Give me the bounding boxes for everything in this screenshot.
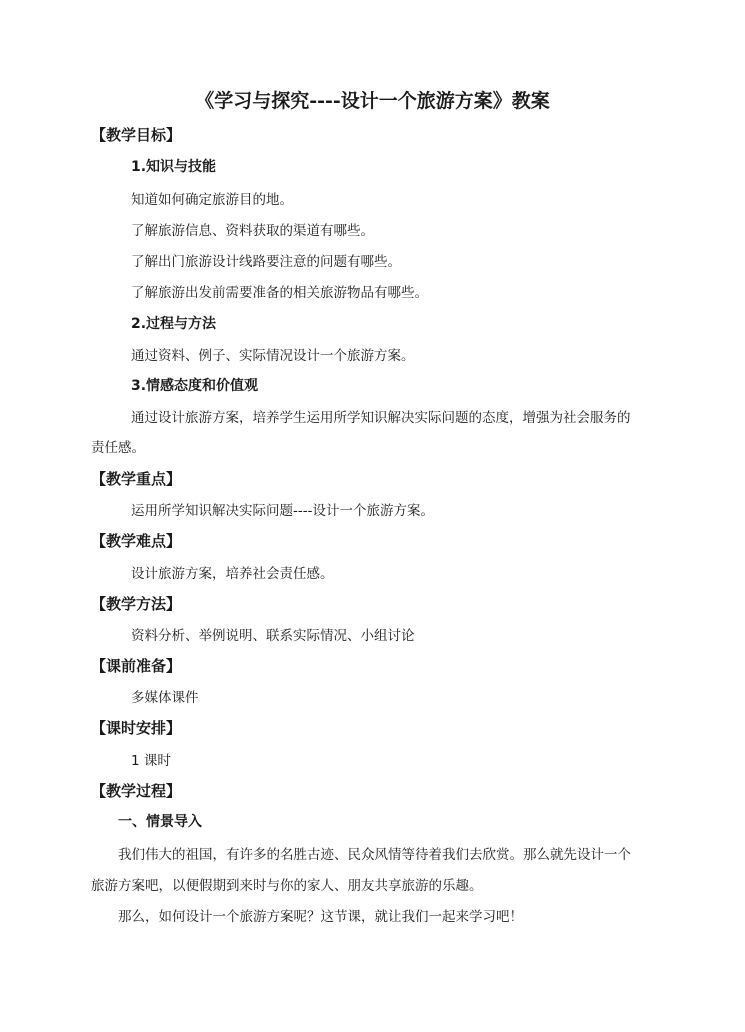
knowledge-item: 了解旅游信息、资料获取的渠道有哪些。 (131, 223, 374, 239)
section-heading-methods: 【教学方法】 (91, 595, 182, 613)
knowledge-item: 知道如何确定旅游目的地。 (131, 192, 293, 208)
emotion-text-line: 通过设计旅游方案，培养学生运用所学知识解决实际问题的态度，增强为社会服务的 (131, 410, 631, 426)
emotion-text-line: 责任感。 (91, 440, 145, 456)
section-heading-schedule: 【课时安排】 (91, 719, 182, 737)
knowledge-item: 了解旅游出发前需要准备的相关旅游物品有哪些。 (131, 285, 428, 301)
section-heading-objectives: 【教学目标】 (91, 126, 182, 144)
section-heading-preparation: 【课前准备】 (91, 657, 182, 675)
document-title: 《学习与探究----设计一个旅游方案》教案 (195, 90, 550, 112)
process-part-title: 一、情景导入 (118, 814, 202, 830)
subheading-process-method: 2.过程与方法 (131, 316, 217, 332)
section-heading-difficulties: 【教学难点】 (91, 532, 182, 550)
knowledge-item: 了解出门旅游设计线路要注意的问题有哪些。 (131, 254, 401, 270)
methods-text: 资料分析、举例说明、联系实际情况、小组讨论 (131, 628, 415, 644)
schedule-text: 1 课时 (131, 753, 171, 769)
process-paragraph-line: 我们伟大的祖国，有许多的名胜古迹、民众风情等待着我们去欣赏。那么就先设计一个 (118, 847, 631, 863)
subheading-knowledge: 1.知识与技能 (131, 159, 217, 175)
process-paragraph-line: 旅游方案吧，以便假期到来时与你的家人、朋友共享旅游的乐趣。 (91, 878, 483, 894)
process-method-text: 通过资料、例子、实际情况设计一个旅游方案。 (131, 348, 415, 364)
key-points-text: 运用所学知识解决实际问题----设计一个旅游方案。 (131, 503, 434, 519)
section-heading-key-points: 【教学重点】 (91, 470, 182, 488)
difficulties-text: 设计旅游方案，培养社会责任感。 (131, 566, 334, 582)
section-heading-process: 【教学过程】 (91, 782, 182, 800)
preparation-text: 多媒体课件 (131, 690, 199, 706)
subheading-emotion: 3.情感态度和价值观 (131, 378, 259, 394)
process-paragraph: 那么，如何设计一个旅游方案呢？这节课，就让我们一起来学习吧！ (118, 909, 523, 925)
